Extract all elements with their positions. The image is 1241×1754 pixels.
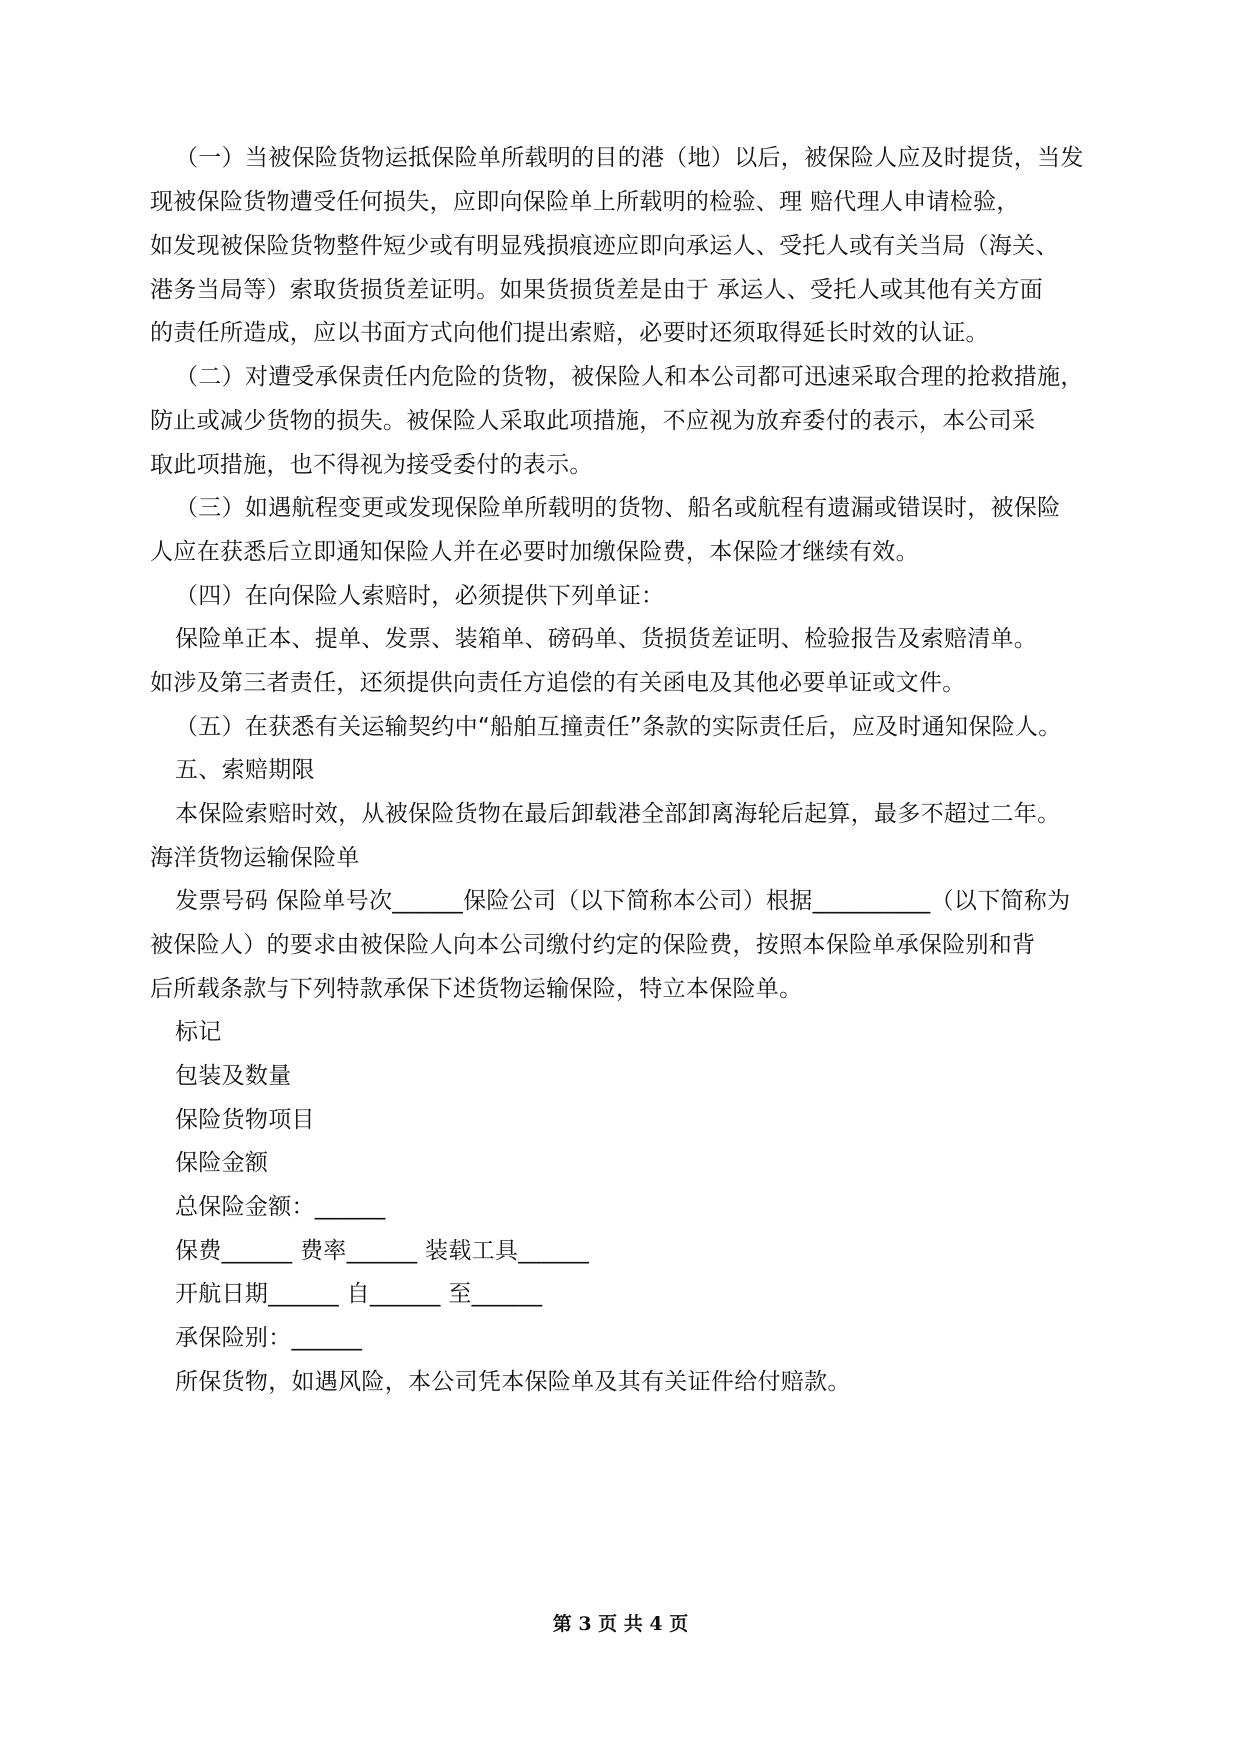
form-field: 包装及数量 — [175, 1063, 292, 1089]
form-field: 保费______ 费率______ 装载工具______ — [175, 1238, 590, 1264]
paragraph-line: 港务当局等）索取货损货差证明。如果货损货差是由于 承运人、受托人或其他有关方面 — [150, 277, 1044, 303]
paragraph-line: （一）当被保险货物运抵保险单所载明的目的港（地）以后，被保险人应及时提货，当发 — [175, 145, 1084, 171]
paragraph-line: 保险单正本、提单、发票、装箱单、磅码单、货损货差证明、检验报告及索赔清单。 — [175, 626, 1038, 652]
paragraph-line: 本保险索赔时效，从被保险货物在最后卸载港全部卸离海轮后起算，最多不超过二年。 — [175, 801, 1061, 827]
page-number-footer: 第 3 页 共 4 页 — [552, 1613, 689, 1635]
form-field: 总保险金额：______ — [175, 1194, 386, 1220]
paragraph-line: 取此项措施，也不得视为接受委付的表示。 — [150, 452, 593, 478]
form-field: 承保险别：______ — [175, 1325, 363, 1351]
paragraph-line: 人应在获悉后立即通知保险人并在必要时加缴保险费，本保险才继续有效。 — [150, 539, 919, 565]
form-field: 保险货物项目 — [175, 1107, 315, 1133]
form-field: 保险金额 — [175, 1150, 269, 1176]
paragraph-line: （四）在向保险人索赔时，必须提供下列单证： — [175, 583, 665, 609]
section-heading: 五、索赔期限 — [175, 757, 315, 783]
paragraph-line: 所保货物，如遇风险，本公司凭本保险单及其有关证件给付赔款。 — [175, 1369, 851, 1395]
paragraph-line: （五）在获悉有关运输契约中“船舶互撞责任”条款的实际责任后，应及时通知保险人。 — [175, 714, 1062, 740]
paragraph-line: 防止或减少货物的损失。被保险人采取此项措施，不应视为放弃委付的表示，本公司采 — [150, 408, 1036, 434]
paragraph-line: 如发现被保险货物整件短少或有明显残损痕迹应即向承运人、受托人或有关当局（海关、 — [150, 233, 1059, 259]
paragraph-line: 如涉及第三者责任，还须提供向责任方追偿的有关函电及其他必要单证或文件。 — [150, 670, 966, 696]
paragraph-line: 发票号码 保险单号次______保险公司（以下简称本公司）根据__________（以下简称为 — [175, 888, 1071, 914]
form-field: 开航日期______ 自______ 至______ — [175, 1281, 543, 1307]
paragraph-line: 的责任所造成，应以书面方式向他们提出索赔，必要时还须取得延长时效的认证。 — [150, 320, 989, 346]
paragraph-line: 后所载条款与下列特款承保下述货物运输保险，特立本保险单。 — [150, 976, 803, 1002]
form-field: 标记 — [175, 1019, 222, 1045]
form-title: 海洋货物运输保险单 — [150, 845, 360, 871]
paragraph-line: （二）对遭受承保责任内危险的货物，被保险人和本公司都可迅速采取合理的抢救措施， — [175, 364, 1084, 390]
paragraph-line: （三）如遇航程变更或发现保险单所载明的货物、船名或航程有遗漏或错误时，被保险 — [175, 495, 1061, 521]
paragraph-line: 被保险人）的要求由被保险人向本公司缴付约定的保险费，按照本保险单承保险别和背 — [150, 932, 1036, 958]
paragraph-line: 现被保险货物遭受任何损失，应即向保险单上所载明的检验、理 赔代理人申请检验， — [150, 189, 1020, 215]
